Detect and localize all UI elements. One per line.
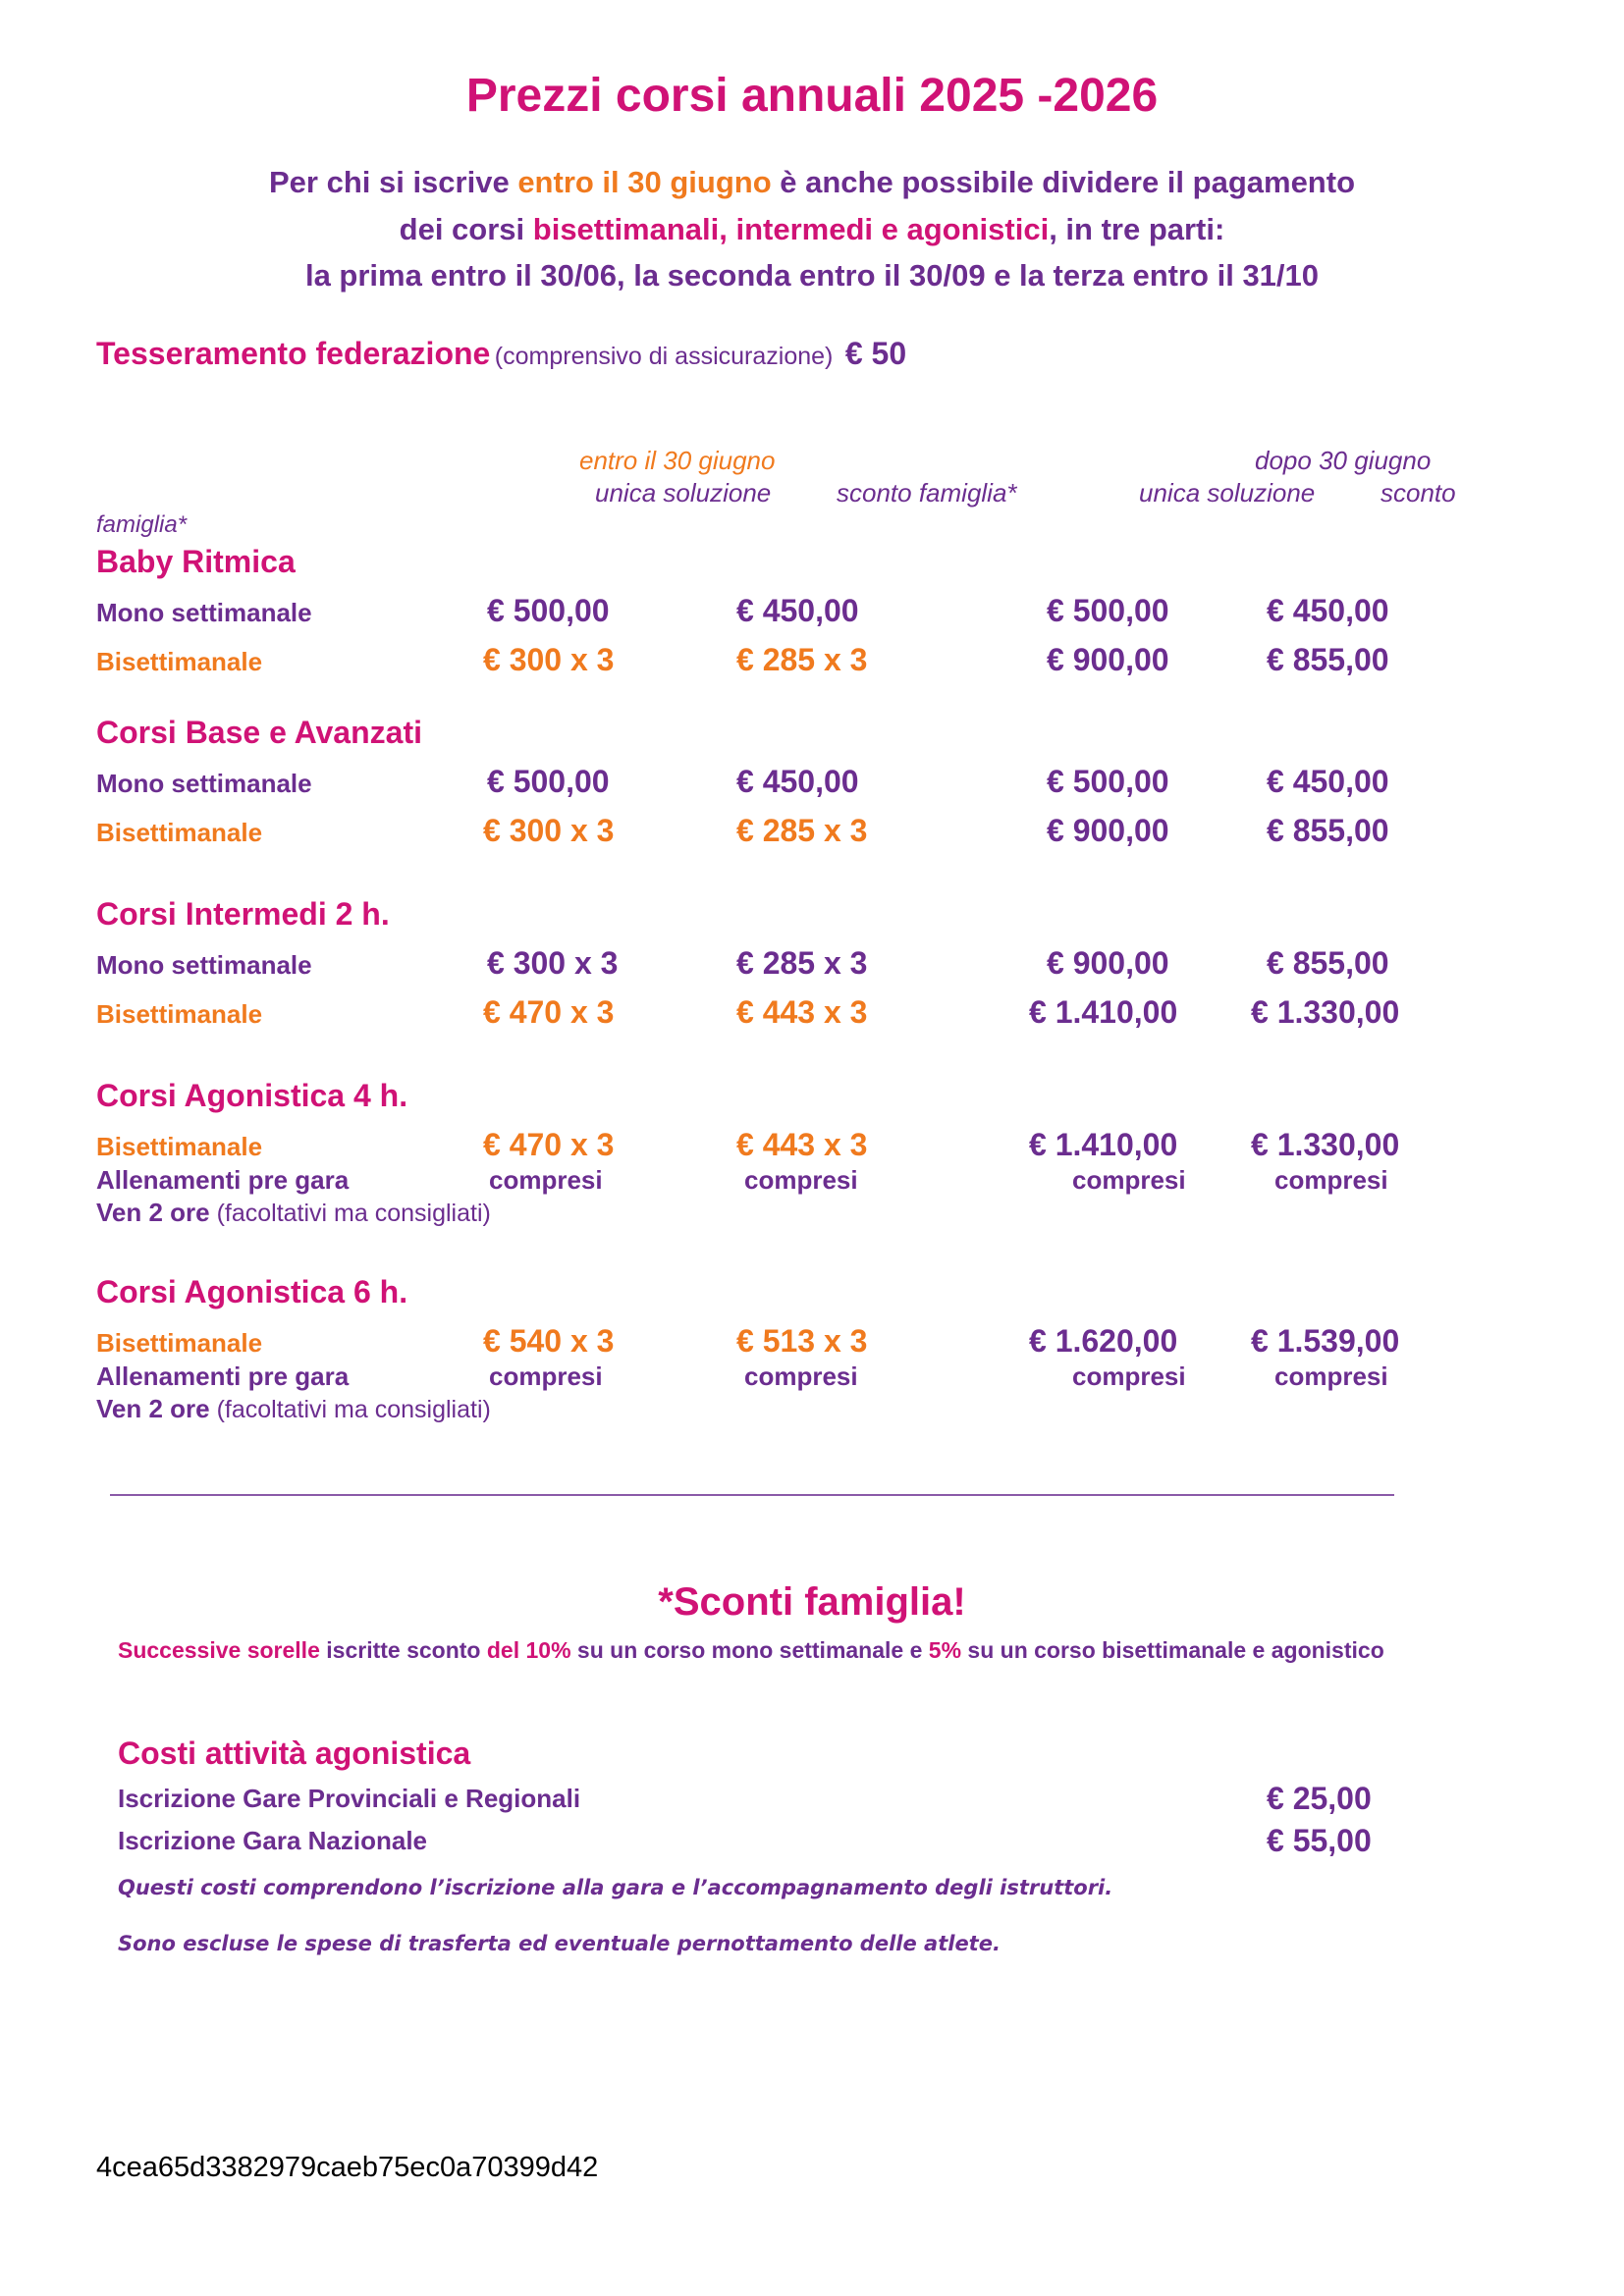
price-cell: € 450,00 [736,764,859,799]
intro-line-1 [0,165,1624,200]
price-cell: € 285 x 3 [736,813,868,848]
price-cell: € 470 x 3 [483,994,615,1030]
price-cell: € 1.410,00 [1029,994,1178,1030]
row-label: Bisettimanale [96,1328,263,1358]
intro-line-2 [0,212,1624,247]
ven-label: Ven 2 ore [96,1198,210,1227]
costi-item-label: Iscrizione Gare Provinciali e Regionali [118,1784,581,1813]
page-title: Prezzi corsi annuali 2025 -2026 [465,70,1159,122]
included-cell: compresi [744,1362,858,1391]
ven-note: (facoltativi ma consigliati) [209,1200,491,1227]
included-cell: compresi [744,1165,858,1195]
price-cell: € 855,00 [1267,642,1389,677]
sconti-line [118,1637,1384,1664]
header-entro: entro il 30 giugno [579,446,776,475]
price-cell: € 900,00 [1047,813,1169,848]
intro-text: Per chi si iscrive [268,165,518,199]
price-cell: € 450,00 [1267,593,1389,628]
price-cell: € 900,00 [1047,642,1169,677]
included-cell: compresi [1274,1165,1388,1195]
row-label: Bisettimanale [96,818,263,847]
price-cell: € 855,00 [1267,945,1389,981]
price-cell: € 500,00 [487,764,610,799]
tesseramento-note: (comprensivo di assicurazione) [494,343,834,370]
sconti-percent: 5% [928,1637,962,1663]
section-title: Corsi Base e Avanzati [96,715,422,750]
sconti-percent: del 10% [480,1637,571,1663]
section-title: Corsi Intermedi 2 h. [96,896,390,932]
ven-row [96,1394,491,1424]
price-cell: € 443 x 3 [736,1127,868,1162]
document-id: 4cea65d3382979caeb75ec0a70399d42 [96,2152,599,2183]
price-cell: € 540 x 3 [483,1323,615,1359]
sconti-text: iscritte sconto [326,1637,481,1663]
intro-text: , in tre parti: [1049,212,1225,246]
price-cell: € 500,00 [1047,764,1169,799]
header-unica-1: unica soluzione [595,478,772,507]
intro-text: è anche possibile dividere il pagamento [771,165,1355,199]
intro-line-3: la prima entro il 30/06, la seconda entro il 30/09 e la terza entro il 31/10 [304,258,1320,293]
price-cell: € 1.410,00 [1029,1127,1178,1162]
sconti-text: su un corso mono settimanale e [570,1637,929,1663]
price-cell: € 443 x 3 [736,994,868,1030]
intro-courses: bisettimanali, intermedi e agonistici [532,212,1050,246]
section-title: Corsi Agonistica 4 h. [96,1078,408,1113]
costi-item-price: € 25,00 [1267,1781,1372,1816]
header-sconto-1: sconto famiglia* [837,478,1017,507]
sconti-text: Successive sorelle [118,1637,327,1663]
costi-note-2: Sono escluse le spese di trasferta ed eventuale pernottamento delle atlete. [118,1932,1001,1955]
header-dopo: dopo 30 giugno [1255,446,1432,475]
section-title: Baby Ritmica [96,544,296,579]
price-cell: € 450,00 [1267,764,1389,799]
price-cell: € 300 x 3 [487,945,619,981]
price-cell: € 300 x 3 [483,642,615,677]
costi-item-price: € 55,00 [1267,1823,1372,1858]
included-cell: compresi [1274,1362,1388,1391]
tesseramento-row [96,336,906,372]
row-label: Bisettimanale [96,647,263,676]
price-cell: € 285 x 3 [736,642,868,677]
included-cell: compresi [489,1165,603,1195]
row-label: Mono settimanale [96,950,312,980]
sconti-title: *Sconti famiglia! [658,1580,966,1624]
price-cell: € 1.330,00 [1251,994,1400,1030]
included-cell: compresi [1072,1165,1186,1195]
included-cell: compresi [489,1362,603,1391]
included-cell: compresi [1072,1362,1186,1391]
row-label: Bisettimanale [96,999,263,1029]
sconti-text: su un corso bisettimanale e agonistico [961,1637,1384,1663]
price-cell: € 900,00 [1047,945,1169,981]
header-famiglia: famiglia* [96,511,188,538]
row-label: Mono settimanale [96,598,312,627]
price-cell: € 1.330,00 [1251,1127,1400,1162]
price-cell: € 285 x 3 [736,945,868,981]
row-label: Allenamenti pre gara [96,1165,350,1195]
section-title: Corsi Agonistica 6 h. [96,1274,408,1309]
costi-item-label: Iscrizione Gara Nazionale [118,1826,428,1855]
ven-note: (facoltativi ma consigliati) [209,1396,491,1423]
intro-text: dei corsi [399,212,533,246]
row-label: Mono settimanale [96,769,312,798]
row-label: Bisettimanale [96,1132,263,1161]
ven-label: Ven 2 ore [96,1394,210,1423]
price-cell: € 300 x 3 [483,813,615,848]
divider [110,1494,1394,1496]
price-cell: € 450,00 [736,593,859,628]
price-cell: € 500,00 [1047,593,1169,628]
tesseramento-price: € 50 [844,336,907,371]
price-cell: € 1.620,00 [1029,1323,1178,1359]
header-unica-2: unica soluzione [1139,478,1316,507]
row-label: Allenamenti pre gara [96,1362,350,1391]
price-cell: € 855,00 [1267,813,1389,848]
price-cell: € 470 x 3 [483,1127,615,1162]
tesseramento-label: Tesseramento federazione [96,336,491,371]
costi-note-1: Questi costi comprendono l’iscrizione alla gara e l’accompagnamento degli istruttori. [118,1876,1113,1899]
price-cell: € 1.539,00 [1251,1323,1400,1359]
price-cell: € 513 x 3 [736,1323,868,1359]
header-sconto-2: sconto [1380,478,1456,507]
ven-row [96,1198,491,1228]
costi-title: Costi attività agonistica [118,1735,471,1771]
intro-deadline: entro il 30 giugno [517,165,772,199]
price-cell: € 500,00 [487,593,610,628]
